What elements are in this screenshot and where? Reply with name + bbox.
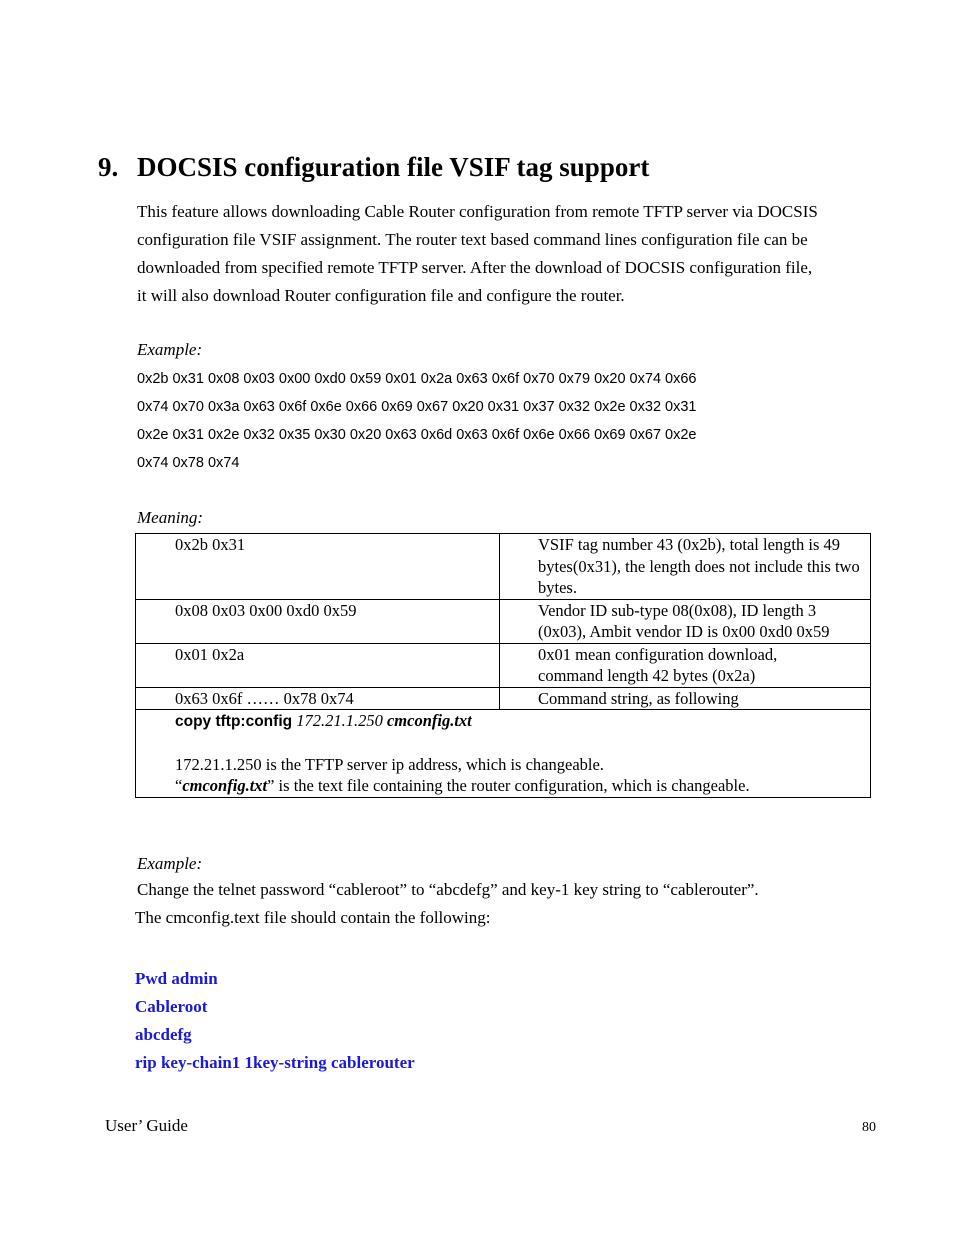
section-heading: [98, 152, 649, 183]
hex-dump: [137, 365, 696, 477]
desc-cell: [500, 687, 871, 710]
desc-cell: [500, 599, 871, 643]
section-number: 9.: [98, 152, 119, 182]
command-file: cmconfig.txt: [386, 711, 472, 730]
page-number: 80: [862, 1120, 876, 1135]
footer-title: User’ Guide: [105, 1116, 188, 1135]
intro-paragraph: [137, 198, 897, 310]
intro-line: downloaded from specified remote TFTP server. After the download of DOCSIS configuration file,: [137, 258, 813, 277]
command-ip: 172.21.1.250: [296, 711, 383, 730]
hex-line: 0x2b 0x31 0x08 0x03 0x00 0xd0 0x59 0x01 0x2a 0x63 0x6f 0x70 0x79 0x20 0x74 0x66: [137, 371, 697, 387]
desc-line: command length 42 bytes (0x2a): [538, 666, 756, 685]
meaning-label: Meaning:: [137, 508, 204, 527]
note-ip: 172.21.1.250 is the TFTP server ip address, which is changeable.: [175, 754, 604, 774]
example2-text: Change the telnet password “cableroot” to “abcdefg” and key-1 key string to “cablerouter”.: [137, 880, 759, 899]
config-line: abcdefg: [135, 1025, 192, 1044]
desc-line: bytes.: [538, 578, 577, 597]
table-row: [136, 643, 871, 687]
section-title: DOCSIS configuration file VSIF tag support: [137, 152, 650, 182]
desc-line: (0x03), Ambit vendor ID is 0x00 0xd0 0x59: [538, 622, 830, 641]
example-label: Example:: [137, 340, 203, 359]
note-file-rest: ” is the text file containing the router configuration, which is changeable.: [267, 776, 750, 795]
table-row: [136, 599, 871, 643]
code-cell: 0x01 0x2a: [136, 643, 500, 687]
spacer: [175, 733, 870, 754]
example2-label: Example:: [137, 854, 203, 873]
hex-line: 0x2e 0x31 0x2e 0x32 0x35 0x30 0x20 0x63 0x6d 0x63 0x6f 0x6e 0x66 0x69 0x67 0x2e: [137, 427, 697, 443]
quote-open: “: [175, 776, 183, 795]
desc-cell: [500, 534, 871, 600]
note-file-name: cmconfig.txt: [182, 776, 268, 795]
config-line: rip key-chain1 1key-string cablerouter: [135, 1053, 415, 1072]
desc-line: Command string, as following: [538, 688, 739, 708]
table-row: [136, 710, 871, 798]
hex-line: 0x74 0x78 0x74: [137, 455, 240, 471]
desc-cell: [500, 643, 871, 687]
command-line: [175, 710, 870, 733]
table-row: [136, 534, 871, 600]
command-cell: [136, 710, 871, 798]
intro-line: This feature allows downloading Cable Router configuration from remote TFTP server via DOCSIS: [137, 202, 818, 221]
config-intro: The cmconfig.text file should contain the following:: [135, 908, 491, 927]
command-keyword: copy tftp:config: [175, 713, 293, 730]
hex-line: 0x74 0x70 0x3a 0x63 0x6f 0x6e 0x66 0x69 0x67 0x20 0x31 0x37 0x32 0x2e 0x32 0x31: [137, 399, 697, 415]
intro-line: it will also download Router configuration file and configure the router.: [137, 286, 625, 305]
desc-line: bytes(0x31), the length does not include this two: [538, 556, 860, 576]
code-cell: 0x2b 0x31: [136, 534, 500, 600]
meaning-table: [135, 533, 871, 798]
desc-line: 0x01 mean configuration download,: [538, 644, 778, 664]
config-line: Pwd admin: [135, 969, 218, 988]
config-lines: [135, 965, 415, 1077]
note-file: [175, 775, 870, 797]
config-line: Cableroot: [135, 997, 208, 1016]
table-row: [136, 687, 871, 710]
code-cell: 0x63 0x6f …… 0x78 0x74: [136, 687, 500, 710]
intro-line: configuration file VSIF assignment. The router text based command lines configuration file can be: [137, 230, 808, 249]
code-cell: 0x08 0x03 0x00 0xd0 0x59: [136, 599, 500, 643]
desc-line: Vendor ID sub-type 08(0x08), ID length 3: [538, 600, 817, 620]
desc-line: VSIF tag number 43 (0x2b), total length is 49: [538, 535, 841, 554]
